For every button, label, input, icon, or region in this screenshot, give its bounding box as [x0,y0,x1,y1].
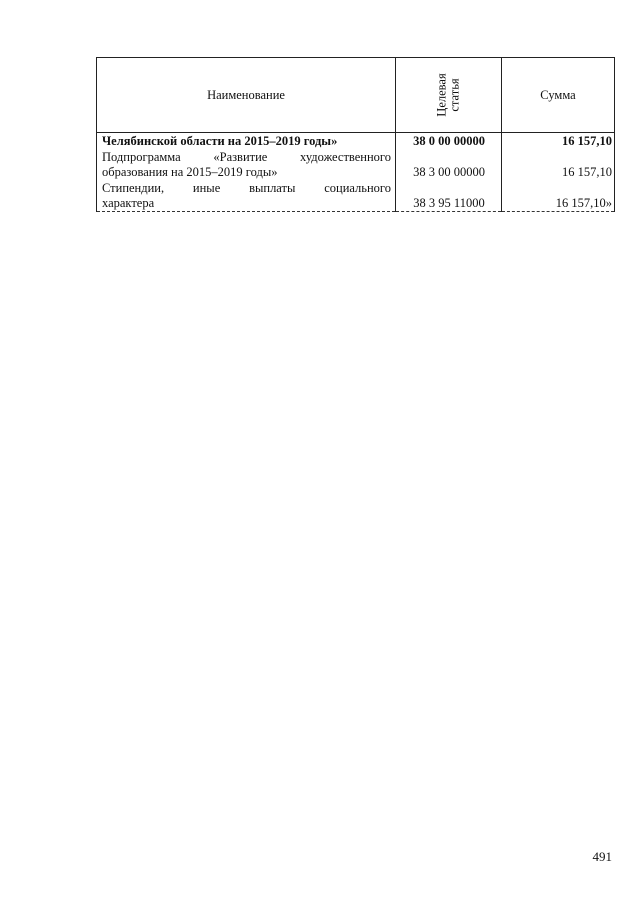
page-number: 491 [592,849,612,864]
budget-table [96,57,615,212]
row-sum: 16 157,10 [502,133,615,150]
header-name: Наименование [97,58,396,133]
header-code-line1: Целевая [434,72,449,117]
table-row [97,133,615,150]
row-sum: 16 157,10» [502,180,615,212]
header-code-line2: статья [447,77,462,112]
header-sum: Сумма [502,58,615,133]
row-name: Челябинской области на 2015–2019 годы» [97,133,396,150]
row-code: 38 3 00 00000 [396,149,502,180]
row-name-line1: Стипендии, иные выплаты социального [102,181,391,195]
table-row [97,180,615,212]
table-row [97,149,615,180]
row-name-line2: образования на 2015–2019 годы» [102,165,278,179]
row-name [97,180,396,212]
row-code: 38 0 00 00000 [396,133,502,150]
header-target-article-text [436,73,462,116]
table-header-row [97,58,615,133]
header-target-article [396,58,502,133]
row-code: 38 3 95 11000 [396,180,502,212]
row-name-line2: характера [102,196,155,210]
row-name [97,149,396,180]
row-sum: 16 157,10 [502,149,615,180]
row-name-line1: Подпрограмма «Развитие художественного [102,150,391,164]
